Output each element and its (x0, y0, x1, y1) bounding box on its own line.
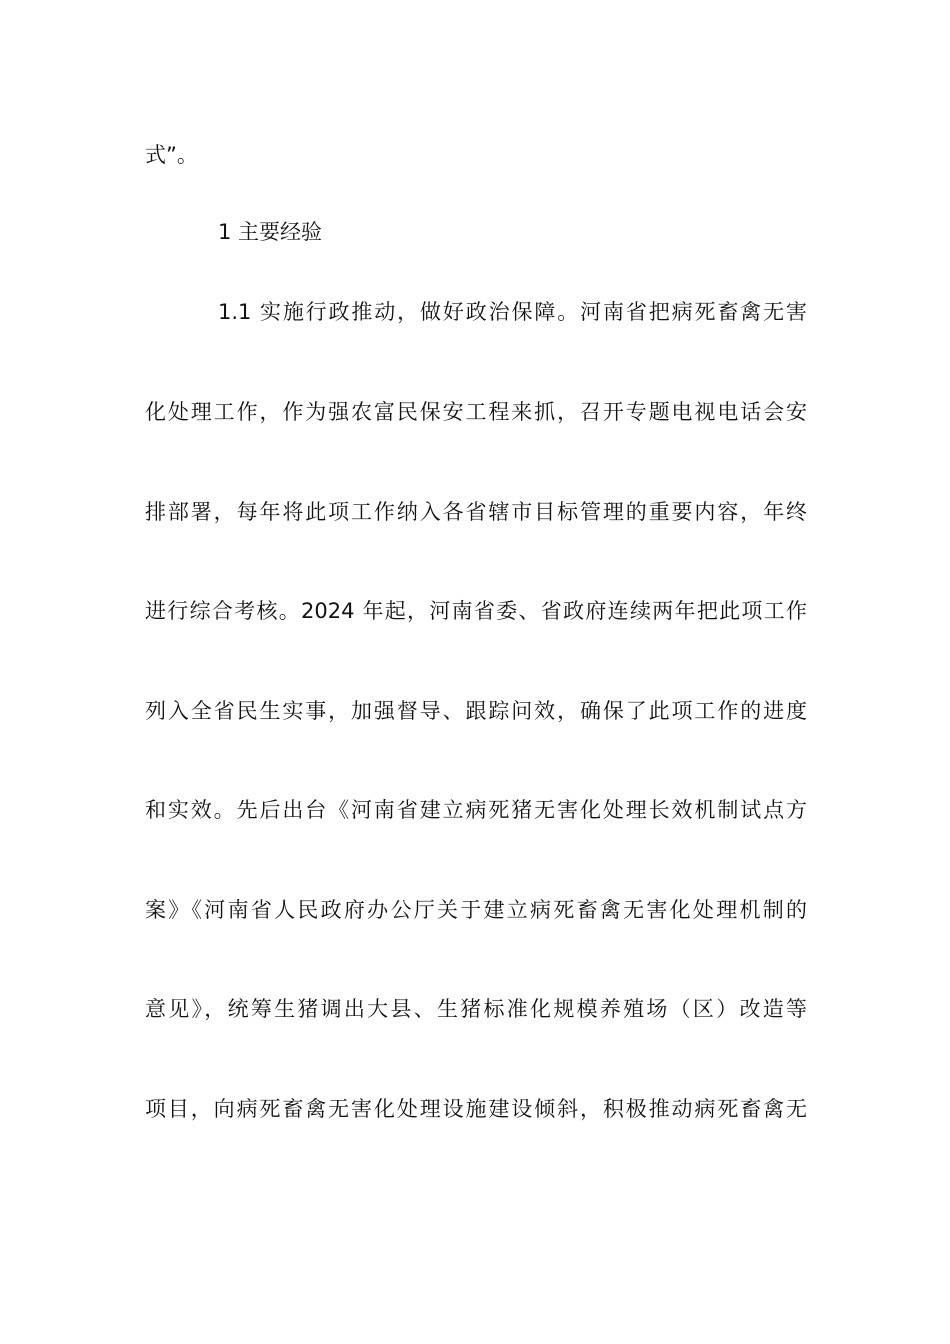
paragraph-continuation-line: 式”。 (145, 143, 198, 167)
paragraph-line: 意见》，统筹生猪调出大县、生猪标准化规模养殖场（区）改造等 (145, 997, 807, 1021)
paragraph-line: 1.1 实施行政推动，做好政治保障。河南省把病死畜禽无害 (218, 300, 807, 324)
paragraph-line: 排部署，每年将此项工作纳入各省辖市目标管理的重要内容，年终 (145, 500, 807, 524)
paragraph-line: 进行综合考核。2024 年起，河南省委、省政府连续两年把此项工作 (145, 599, 807, 623)
paragraph-line: 化处理工作，作为强农富民保安工程来抓，召开专题电视电话会安 (145, 400, 807, 424)
paragraph-line: 和实效。先后出台《河南省建立病死猪无害化处理长效机制试点方 (145, 798, 807, 822)
paragraph-line: 案》《河南省人民政府办公厅关于建立病死畜禽无害化处理机制的 (145, 898, 807, 922)
paragraph-line: 项目，向病死畜禽无害化处理设施建设倾斜，积极推动病死畜禽无 (145, 1097, 807, 1121)
paragraph-line: 列入全省民生实事，加强督导、跟踪问效，确保了此项工作的进度 (145, 699, 807, 723)
section-heading: 1 主要经验 (218, 220, 323, 244)
